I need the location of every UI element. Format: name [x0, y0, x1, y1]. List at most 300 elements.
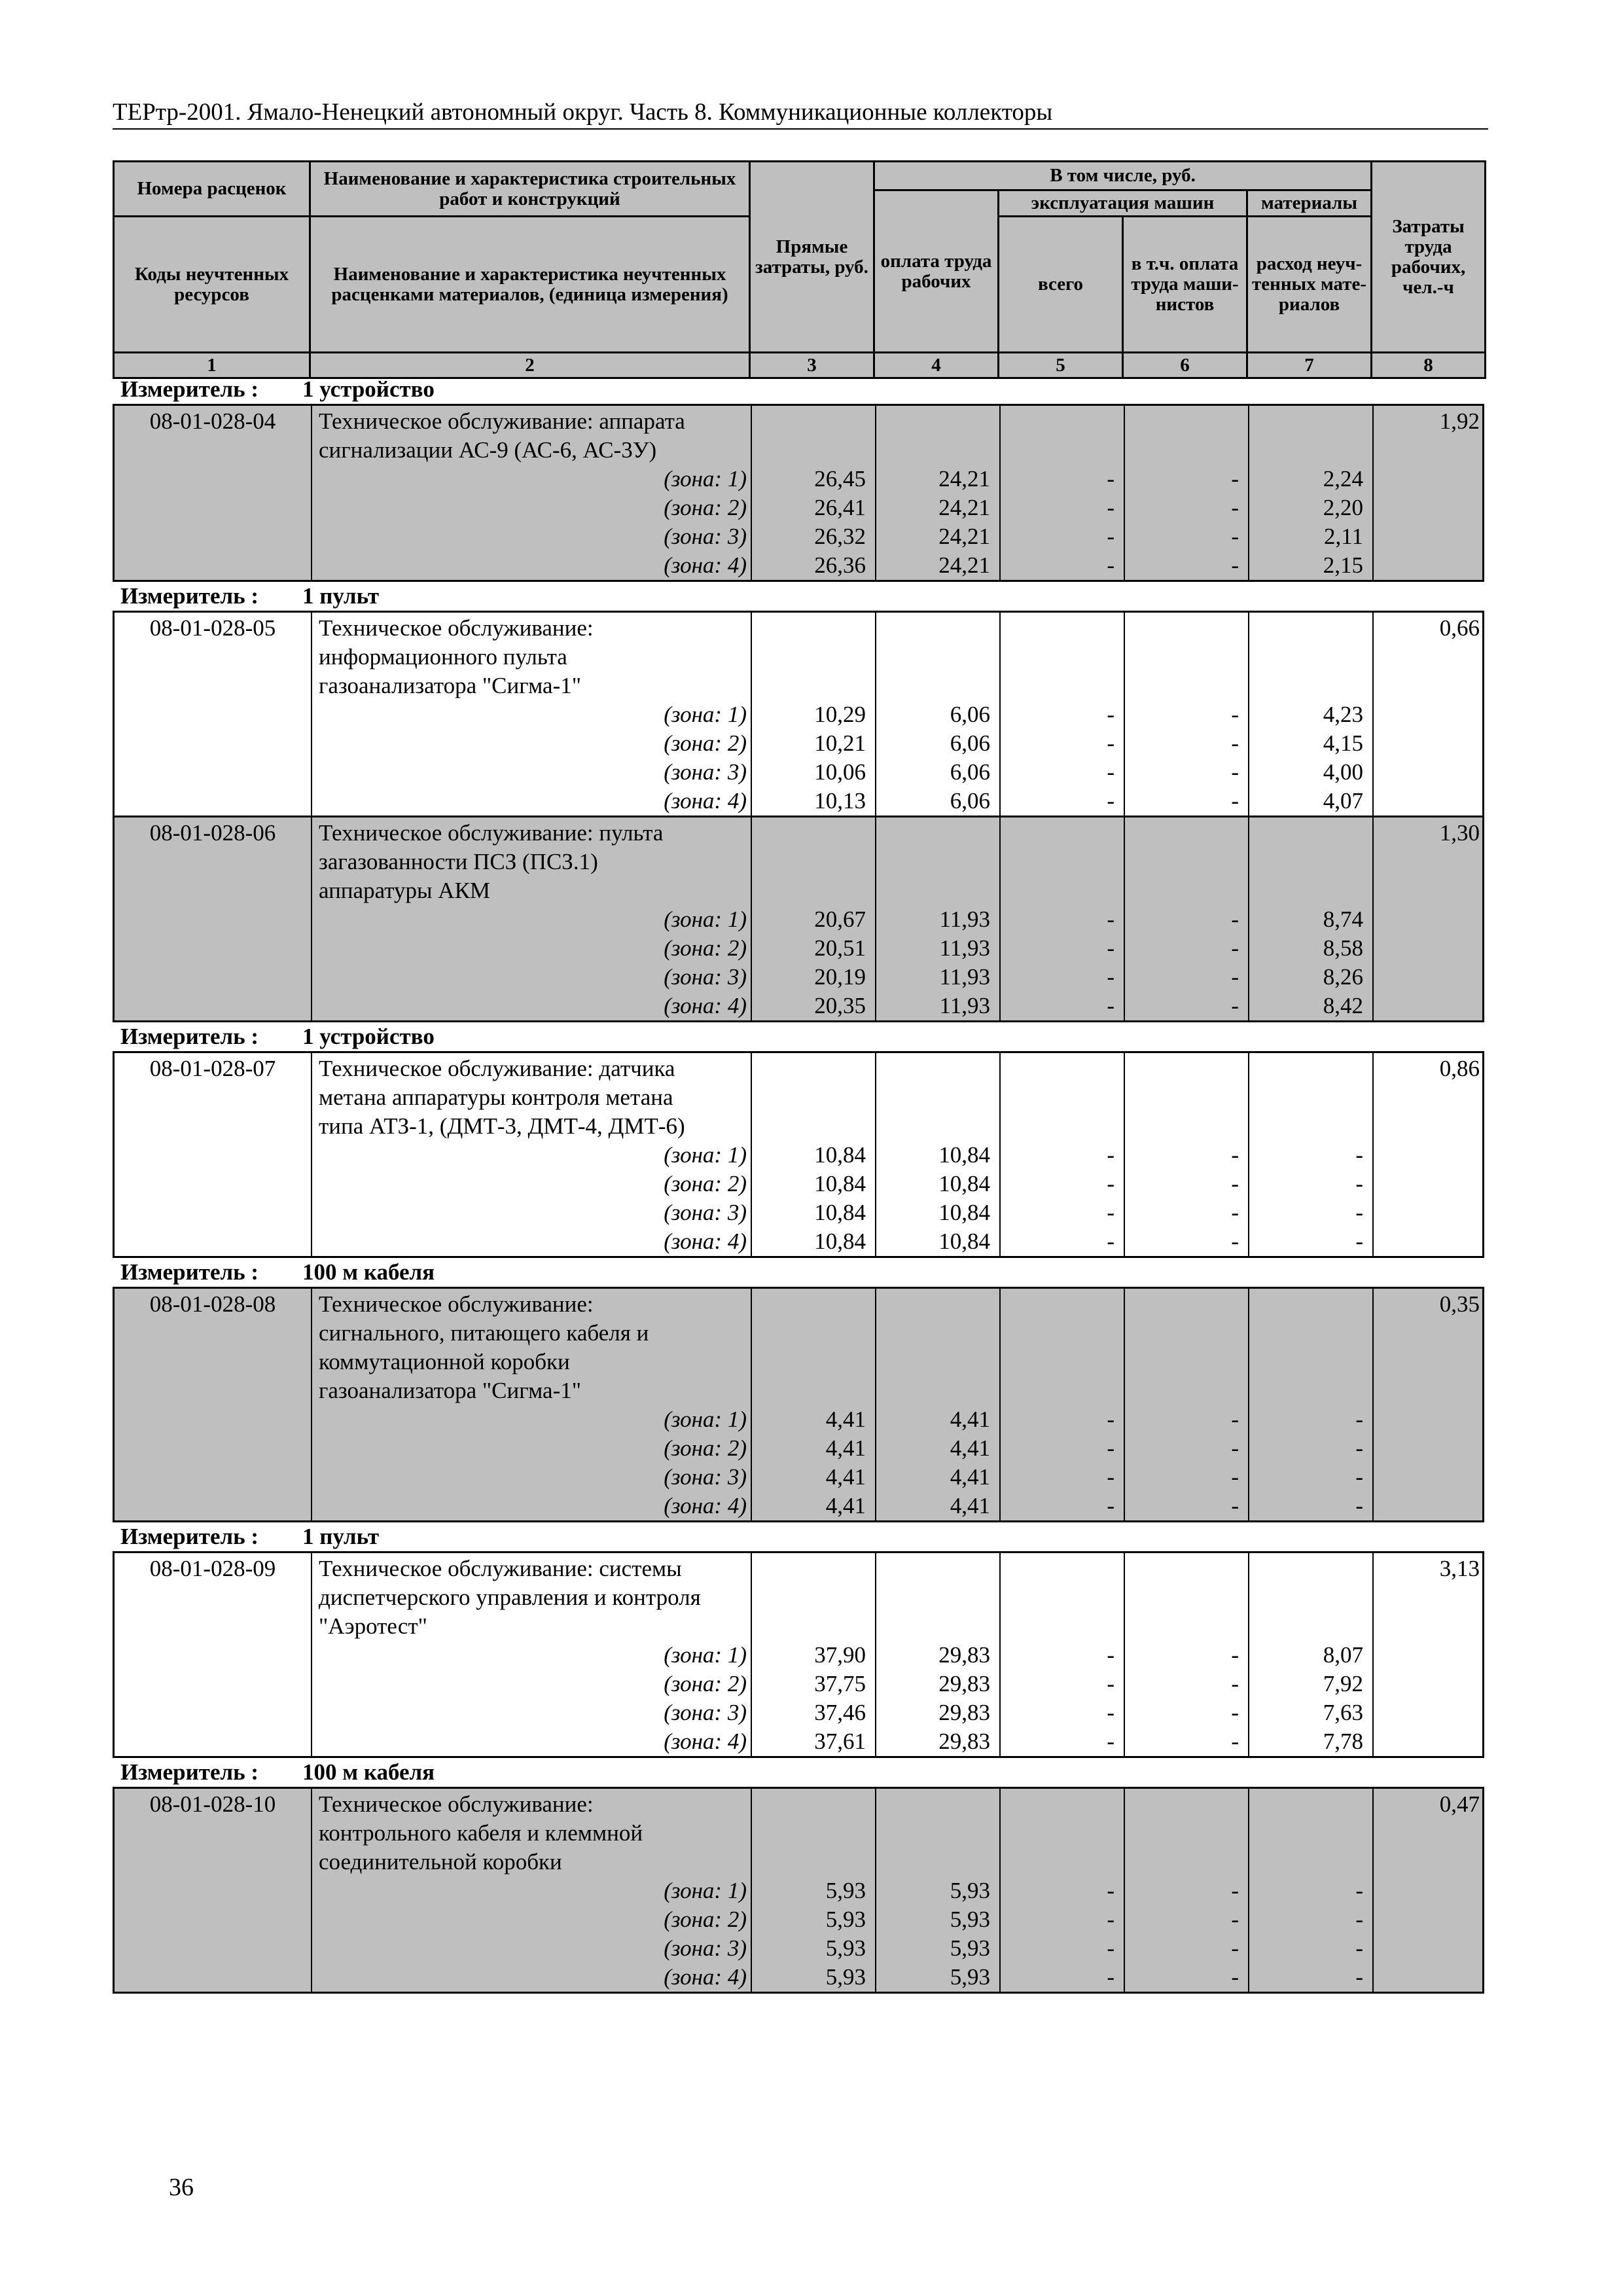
direct-costs-value: 10,21 [814, 730, 866, 756]
column-number: 5 [999, 353, 1123, 378]
blank-line [755, 1054, 866, 1083]
labor-costs-cell [1372, 1053, 1486, 1256]
measurer-label: Измеритель : [120, 1024, 259, 1049]
blank-line [1252, 1790, 1363, 1819]
workers-wages-value: 6,06 [950, 702, 990, 727]
rate-description [311, 817, 751, 1020]
blank-line [1128, 1319, 1239, 1348]
column-number: 3 [750, 353, 874, 378]
workers-wages-value: 11,93 [939, 964, 990, 990]
rates-table-body [113, 375, 1484, 1994]
header-direct-costs: Прямые затраты, руб. [750, 162, 874, 353]
blank-line [879, 1112, 990, 1141]
direct-costs-value: 37,90 [814, 1642, 866, 1668]
rate-row [113, 611, 1484, 817]
page-number: 36 [169, 2174, 194, 2201]
blank-line [879, 819, 990, 848]
blank-line [1252, 1054, 1363, 1083]
workers-wages-value: 5,93 [950, 1878, 990, 1903]
workers-wages-value: 24,21 [938, 495, 990, 520]
workers-wages-value: 6,06 [950, 788, 990, 814]
workers-wages-value: 5,93 [950, 1935, 990, 1961]
workers-wages-value: 4,41 [950, 1464, 990, 1490]
machines-total-value: - [1107, 1229, 1115, 1254]
description-line: газоанализатора "Сигма-1" [319, 673, 582, 698]
blank-line [879, 876, 990, 905]
blank-line [755, 1083, 866, 1112]
machines-total-value: - [1107, 1964, 1115, 1990]
machines-total-value: - [1107, 1935, 1115, 1961]
machines-total-value: - [1107, 1671, 1115, 1696]
blank-line [1128, 1054, 1239, 1083]
rate-description [311, 613, 751, 816]
unaccounted-materials-value: 8,42 [1323, 993, 1363, 1018]
workers-wages-value: 10,84 [938, 1142, 990, 1168]
blank-line [1003, 1554, 1115, 1583]
direct-costs-value: 37,46 [814, 1700, 866, 1725]
measurer-row [113, 1522, 1484, 1551]
measurer-unit: 1 пульт [302, 583, 380, 609]
workers-wages-value: 4,41 [950, 1493, 990, 1518]
direct-costs-value: 10,06 [814, 759, 866, 785]
unaccounted-materials-value: 7,92 [1323, 1671, 1363, 1696]
blank-line [755, 1112, 866, 1141]
measurer-label: Измеритель : [120, 1524, 259, 1549]
rate-code: 08-01-028-05 [149, 615, 276, 641]
blank-line [755, 1376, 866, 1405]
blank-line [1128, 1376, 1239, 1405]
machinists-wages-value: - [1231, 1493, 1239, 1518]
description-line: типа АТЗ-1, (ДМТ-3, ДМТ-4, ДМТ-6) [319, 1113, 685, 1139]
blank-line [755, 643, 866, 672]
measurer-label: Измеритель : [120, 583, 259, 609]
rate-row [113, 1787, 1484, 1994]
column-number: 4 [874, 353, 999, 378]
unaccounted-materials-value: 4,23 [1323, 702, 1363, 727]
blank-line [879, 407, 990, 436]
direct-costs-value: 10,84 [814, 1142, 866, 1168]
direct-costs-value: 5,93 [825, 1878, 866, 1903]
description-line: аппаратуры АКМ [319, 878, 491, 903]
workers-wages-cell [875, 1289, 999, 1520]
blank-line [1003, 1290, 1115, 1319]
workers-wages-value: 29,83 [938, 1671, 990, 1696]
blank-line [1128, 672, 1239, 700]
direct-costs-value: 10,13 [814, 788, 866, 814]
workers-wages-value: 24,21 [938, 552, 990, 578]
description-line: коммутационной коробки [319, 1349, 570, 1374]
labor-costs-value: 0,47 [1439, 1791, 1480, 1817]
unaccounted-materials-value: - [1355, 1200, 1363, 1225]
workers-wages-value: 24,21 [938, 524, 990, 549]
blank-line [1003, 1083, 1115, 1112]
blank-line [879, 436, 990, 465]
workers-wages-value: 10,84 [938, 1171, 990, 1196]
zone-label: (зона: 4) [664, 788, 747, 814]
measurer-label: Измеритель : [120, 1259, 259, 1285]
rate-code: 08-01-028-06 [149, 820, 276, 846]
direct-costs-value: 5,93 [825, 1964, 866, 1990]
machines-total-value: - [1107, 1200, 1115, 1225]
rate-code: 08-01-028-10 [149, 1791, 276, 1817]
blank-line [1128, 819, 1239, 848]
blank-line [879, 1054, 990, 1083]
direct-costs-value: 37,75 [814, 1671, 866, 1696]
unaccounted-materials-value: - [1355, 1171, 1363, 1196]
column-number: 8 [1372, 353, 1486, 378]
header-machinists-wages: в т.ч. оплата труда маши-нистов [1123, 217, 1247, 353]
blank-line [755, 1848, 866, 1876]
machines-total-value: - [1107, 964, 1115, 990]
workers-wages-cell [875, 406, 999, 580]
description-line: Техническое обслуживание: датчика [319, 1056, 675, 1081]
header-resource-codes: Коды неучтенных ресурсов [114, 217, 310, 353]
machinists-wages-value: - [1231, 702, 1239, 727]
workers-wages-value: 5,93 [950, 1907, 990, 1932]
machines-total-cell [999, 1289, 1124, 1520]
column-number: 1 [114, 353, 310, 378]
unaccounted-materials-value: - [1355, 1907, 1363, 1932]
unaccounted-materials-value: - [1355, 1464, 1363, 1490]
header-materials-name: Наименование и характеристика неучтенных расценками материалов, (единица измерения) [310, 217, 750, 353]
workers-wages-value: 24,21 [938, 466, 990, 492]
machines-total-value: - [1107, 730, 1115, 756]
blank-line [879, 1554, 990, 1583]
column-number: 7 [1247, 353, 1372, 378]
rate-code: 08-01-028-09 [149, 1556, 276, 1581]
zone-label: (зона: 2) [664, 935, 747, 961]
unaccounted-materials-value: - [1355, 1964, 1363, 1990]
workers-wages-cell [875, 613, 999, 816]
workers-wages-value: 11,93 [939, 935, 990, 961]
workers-wages-cell [875, 1553, 999, 1756]
unaccounted-materials-value: - [1355, 1407, 1363, 1432]
blank-line [879, 672, 990, 700]
workers-wages-cell [875, 1789, 999, 1992]
rate-code: 08-01-028-04 [149, 408, 276, 434]
blank-line [1128, 1612, 1239, 1641]
description-line: газоанализатора "Сигма-1" [319, 1378, 582, 1403]
blank-line [1128, 1819, 1239, 1848]
zone-label: (зона: 4) [664, 552, 747, 578]
blank-line [1003, 1848, 1115, 1876]
machinists-wages-value: - [1231, 1671, 1239, 1696]
blank-line [1003, 1376, 1115, 1405]
machinists-wages-value: - [1231, 993, 1239, 1018]
blank-line [1252, 819, 1363, 848]
machines-total-value: - [1107, 759, 1115, 785]
machinists-wages-cell [1124, 1553, 1248, 1756]
blank-line [1128, 436, 1239, 465]
description-line: загазованности ПСЗ (ПСЗ.1) [319, 849, 598, 874]
workers-wages-value: 6,06 [950, 730, 990, 756]
blank-line [1252, 1819, 1363, 1848]
direct-costs-cell [751, 1289, 875, 1520]
blank-line [1003, 1612, 1115, 1641]
zone-label: (зона: 2) [664, 1171, 747, 1196]
unaccounted-materials-value: 8,26 [1323, 964, 1363, 990]
zone-label: (зона: 3) [664, 1700, 747, 1725]
header-machines: эксплуатация машин [999, 190, 1247, 217]
header-machines-total: всего [999, 217, 1123, 353]
blank-line [1252, 1348, 1363, 1376]
description-line: сигнального, питающего кабеля и [319, 1320, 649, 1346]
machinists-wages-value: - [1231, 1200, 1239, 1225]
workers-wages-value: 10,84 [938, 1200, 990, 1225]
description-line: Техническое обслуживание: [319, 1291, 594, 1317]
direct-costs-value: 26,36 [814, 552, 866, 578]
workers-wages-value: 5,93 [950, 1964, 990, 1990]
blank-line [879, 1583, 990, 1612]
blank-line [1003, 672, 1115, 700]
unaccounted-materials-value: 4,00 [1323, 759, 1363, 785]
machinists-wages-value: - [1231, 1878, 1239, 1903]
machinists-wages-cell [1124, 406, 1248, 580]
zone-label: (зона: 1) [664, 1407, 747, 1432]
blank-line [1252, 672, 1363, 700]
direct-costs-cell [751, 406, 875, 580]
rate-code: 08-01-028-08 [149, 1291, 276, 1317]
zone-label: (зона: 1) [664, 1142, 747, 1168]
rate-row [113, 817, 1484, 1022]
blank-line [1252, 1319, 1363, 1348]
unaccounted-materials-value: - [1355, 1229, 1363, 1254]
measurer-row [113, 1258, 1484, 1287]
description-line: диспетчерского управления и контроля [319, 1585, 701, 1610]
machinists-wages-value: - [1231, 935, 1239, 961]
header-unaccounted-materials: расход неуч-тенных мате-риалов [1247, 217, 1372, 353]
blank-line [1252, 876, 1363, 905]
labor-costs-cell [1372, 1789, 1486, 1992]
workers-wages-value: 10,84 [938, 1229, 990, 1254]
machines-total-cell [999, 1053, 1124, 1256]
machinists-wages-cell [1124, 1053, 1248, 1256]
rate-description [311, 1053, 751, 1256]
labor-costs-value: 1,30 [1439, 820, 1480, 846]
blank-line [755, 1790, 866, 1819]
column-number: 6 [1123, 353, 1247, 378]
blank-line [755, 848, 866, 876]
unaccounted-materials-value: - [1355, 1878, 1363, 1903]
blank-line [1128, 1848, 1239, 1876]
rate-row [113, 1551, 1484, 1758]
rate-row [113, 404, 1484, 582]
labor-costs-cell [1372, 406, 1486, 580]
blank-line [1252, 1554, 1363, 1583]
machines-total-value: - [1107, 1435, 1115, 1461]
machines-total-value: - [1107, 702, 1115, 727]
direct-costs-cell [751, 1553, 875, 1756]
blank-line [755, 672, 866, 700]
blank-line [1128, 1790, 1239, 1819]
blank-line [1252, 1290, 1363, 1319]
blank-line [879, 1376, 990, 1405]
blank-line [755, 1554, 866, 1583]
rate-row [113, 1051, 1484, 1258]
labor-costs-cell [1372, 1289, 1486, 1520]
blank-line [879, 1612, 990, 1641]
zone-label: (зона: 3) [664, 1464, 747, 1490]
blank-line [1128, 1083, 1239, 1112]
direct-costs-value: 4,41 [825, 1464, 866, 1490]
workers-wages-cell [875, 1053, 999, 1256]
measurer-unit: 1 устройство [302, 1024, 435, 1049]
table-header [113, 160, 1486, 379]
blank-line [755, 1583, 866, 1612]
labor-costs-cell [1372, 1553, 1486, 1756]
labor-costs-value: 3,13 [1439, 1556, 1480, 1581]
machinists-wages-cell [1124, 1789, 1248, 1992]
blank-line [1128, 1583, 1239, 1612]
page-header: ТЕРтр-2001. Ямало-Ненецкий автономный округ. Часть 8. Коммуникационные коллекторы [113, 99, 1053, 126]
machines-total-value: - [1107, 1729, 1115, 1754]
header-rule [113, 128, 1488, 130]
unaccounted-materials-value: 8,58 [1323, 935, 1363, 961]
blank-line [755, 1319, 866, 1348]
description-line: соединительной коробки [319, 1849, 562, 1874]
unaccounted-materials-cell [1248, 817, 1372, 1020]
description-line: Техническое обслуживание: аппарата [319, 408, 685, 434]
blank-line [1003, 643, 1115, 672]
zone-label: (зона: 2) [664, 730, 747, 756]
blank-line [1003, 848, 1115, 876]
measurer-unit: 1 пульт [302, 1524, 380, 1549]
direct-costs-value: 26,32 [814, 524, 866, 549]
workers-wages-value: 29,83 [938, 1642, 990, 1668]
machines-total-value: - [1107, 1142, 1115, 1168]
blank-line [1003, 876, 1115, 905]
zone-label: (зона: 3) [664, 1935, 747, 1961]
unaccounted-materials-value: - [1355, 1493, 1363, 1518]
direct-costs-value: 26,41 [814, 495, 866, 520]
zone-label: (зона: 3) [664, 964, 747, 990]
workers-wages-value: 29,83 [938, 1700, 990, 1725]
zone-label: (зона: 1) [664, 702, 747, 727]
blank-line [879, 1790, 990, 1819]
direct-costs-value: 20,51 [814, 935, 866, 961]
direct-costs-value: 20,19 [814, 964, 866, 990]
machines-total-value: - [1107, 1464, 1115, 1490]
labor-costs-value: 1,92 [1439, 408, 1480, 434]
blank-line [1252, 407, 1363, 436]
blank-line [755, 614, 866, 643]
blank-line [1003, 1054, 1115, 1083]
unaccounted-materials-value: 8,07 [1323, 1642, 1363, 1668]
machinists-wages-value: - [1231, 1729, 1239, 1754]
blank-line [755, 1819, 866, 1848]
unaccounted-materials-value: 4,15 [1323, 730, 1363, 756]
direct-costs-value: 20,35 [814, 993, 866, 1018]
unaccounted-materials-cell [1248, 1789, 1372, 1992]
direct-costs-cell [751, 1053, 875, 1256]
blank-line [879, 1848, 990, 1876]
machinists-wages-cell [1124, 1289, 1248, 1520]
header-rate-numbers: Номера расценок [114, 162, 310, 217]
measurer-unit: 100 м кабеля [302, 1259, 435, 1285]
machines-total-value: - [1107, 1407, 1115, 1432]
machines-total-value: - [1107, 788, 1115, 814]
blank-line [755, 436, 866, 465]
blank-line [879, 1319, 990, 1348]
zone-label: (зона: 1) [664, 466, 747, 492]
machinists-wages-value: - [1231, 788, 1239, 814]
blank-line [879, 1290, 990, 1319]
labor-costs-cell [1372, 613, 1486, 816]
zone-label: (зона: 4) [664, 1229, 747, 1254]
zone-label: (зона: 1) [664, 1642, 747, 1668]
header-workers-wages: оплата труда рабочих [874, 190, 999, 353]
header-including: В том числе, руб. [874, 162, 1372, 190]
direct-costs-value: 37,61 [814, 1729, 866, 1754]
machinists-wages-value: - [1231, 1171, 1239, 1196]
blank-line [1252, 643, 1363, 672]
rate-description [311, 1789, 751, 1992]
blank-line [755, 819, 866, 848]
description-line: сигнализации АС-9 (АС-6, АС-3У) [319, 437, 657, 463]
blank-line [879, 848, 990, 876]
machines-total-value: - [1107, 1171, 1115, 1196]
machinists-wages-value: - [1231, 730, 1239, 756]
machines-total-value: - [1107, 466, 1115, 492]
blank-line [879, 1348, 990, 1376]
zone-label: (зона: 1) [664, 1878, 747, 1903]
unaccounted-materials-cell [1248, 1289, 1372, 1520]
blank-line [1003, 1348, 1115, 1376]
blank-line [879, 614, 990, 643]
rate-row [113, 1287, 1484, 1522]
description-line: Техническое обслуживание: [319, 1791, 594, 1817]
blank-line [1003, 1583, 1115, 1612]
zone-label: (зона: 3) [664, 1200, 747, 1225]
blank-line [755, 407, 866, 436]
blank-line [1128, 643, 1239, 672]
direct-costs-value: 10,29 [814, 702, 866, 727]
machinists-wages-value: - [1231, 1964, 1239, 1990]
blank-line [1003, 407, 1115, 436]
unaccounted-materials-value: 8,74 [1323, 906, 1363, 932]
workers-wages-value: 11,93 [939, 993, 990, 1018]
blank-line [1252, 1112, 1363, 1141]
zone-label: (зона: 2) [664, 495, 747, 520]
description-line: метана аппаратуры контроля метана [319, 1085, 673, 1110]
blank-line [1003, 1112, 1115, 1141]
zone-label: (зона: 2) [664, 1907, 747, 1932]
machines-total-cell [999, 1789, 1124, 1992]
blank-line [1252, 1612, 1363, 1641]
blank-line [1003, 1790, 1115, 1819]
labor-costs-value: 0,35 [1439, 1291, 1480, 1317]
machines-total-value: - [1107, 906, 1115, 932]
measurer-row [113, 582, 1484, 611]
blank-line [1003, 614, 1115, 643]
unaccounted-materials-value: 2,20 [1323, 495, 1363, 520]
workers-wages-value: 11,93 [939, 906, 990, 932]
rate-description [311, 1289, 751, 1520]
blank-line [1128, 876, 1239, 905]
machinists-wages-value: - [1231, 1642, 1239, 1668]
machinists-wages-value: - [1231, 1907, 1239, 1932]
direct-costs-value: 4,41 [825, 1435, 866, 1461]
measurer-row [113, 375, 1484, 404]
header-column-numbers [114, 353, 1486, 378]
machines-total-value: - [1107, 993, 1115, 1018]
workers-wages-cell [875, 817, 999, 1020]
unaccounted-materials-cell [1248, 406, 1372, 580]
machines-total-value: - [1107, 935, 1115, 961]
workers-wages-value: 29,83 [938, 1729, 990, 1754]
blank-line [755, 1612, 866, 1641]
direct-costs-value: 10,84 [814, 1171, 866, 1196]
